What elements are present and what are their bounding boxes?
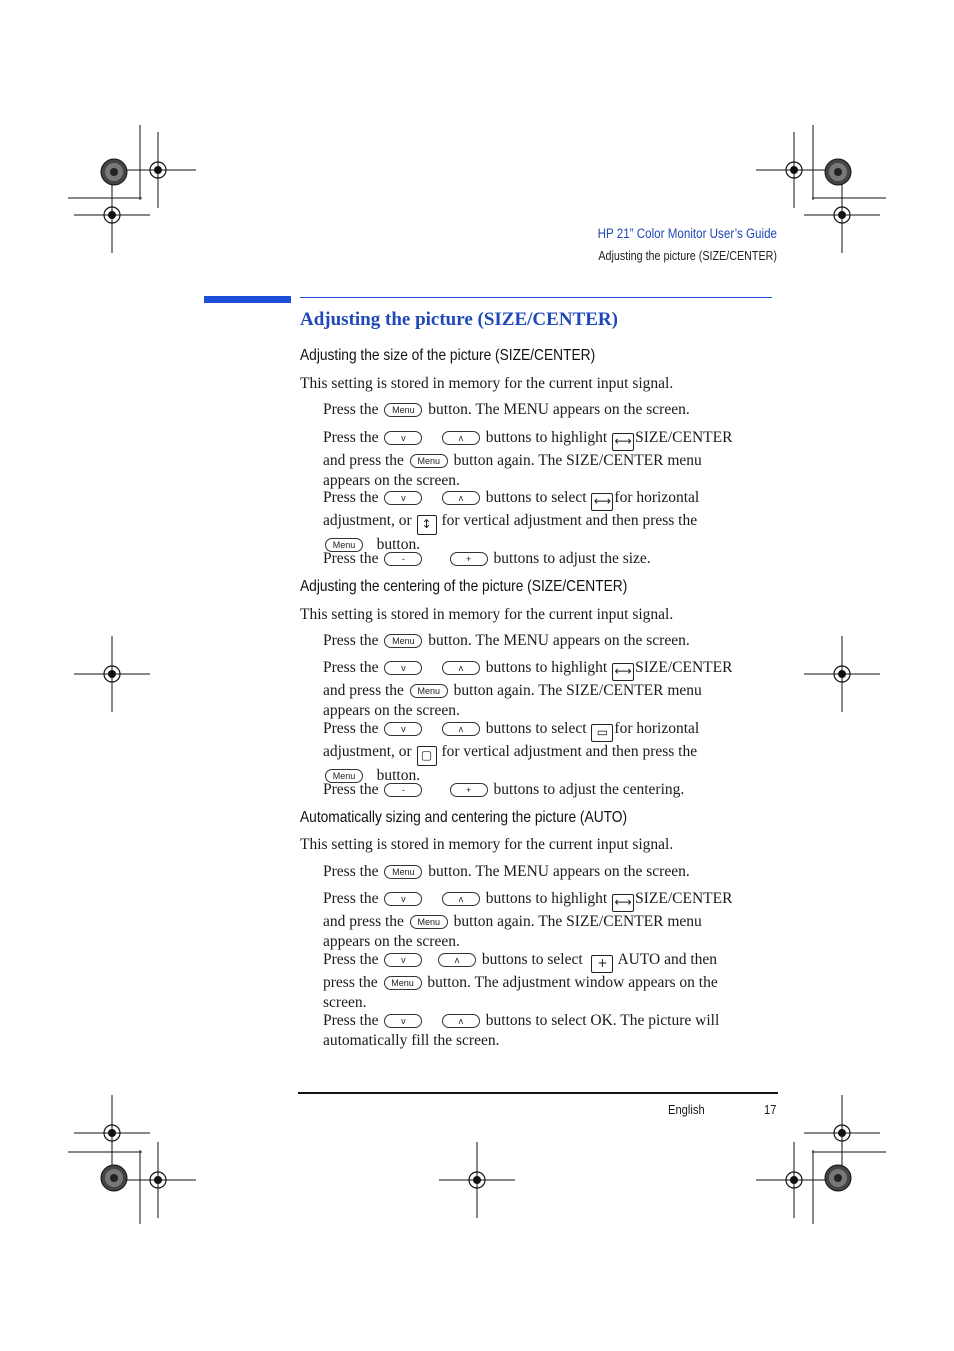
section-heading-auto: Automatically sizing and centering the picture (AUTO) [300, 809, 628, 826]
step-4: Press the v ʌ buttons to select OK. The picture will automatically fill the screen. [323, 1012, 720, 1049]
horizontal-size-icon: ⟷ [591, 493, 613, 511]
page-title: Adjusting the picture (SIZE/CENTER) [300, 309, 618, 330]
running-header-subtitle: Adjusting the picture (SIZE/CENTER) [598, 249, 777, 263]
menu-key-icon: Menu [384, 865, 422, 879]
section-intro: This setting is stored in memory for the current input signal. [300, 606, 674, 623]
up-key-icon: ʌ [442, 1014, 480, 1028]
step-3: Press the v ʌ buttons to select ▭ for horizontal adjustment, or ▢ for vertical adjustment and then press the Menu button. [323, 720, 700, 784]
size-center-icon: ⟷ [612, 894, 634, 912]
down-key-icon: v [384, 953, 422, 967]
registration-mark-bottom-left [74, 1095, 196, 1218]
auto-icon: + [591, 955, 613, 973]
footer-rule [298, 1092, 778, 1094]
step-2: Press the v ʌ buttons to highlight ⟷ SIZE/CENTER and press the Menu button again. The SIZE/CENTER menu appears on the screen. [323, 890, 733, 950]
menu-key-icon: Menu [325, 769, 363, 783]
section-intro: This setting is stored in memory for the current input signal. [300, 836, 674, 853]
menu-key-icon: Menu [325, 538, 363, 552]
down-key-icon: v [384, 1014, 422, 1028]
up-key-icon: ʌ [442, 491, 480, 505]
section-heading-size: Adjusting the size of the picture (SIZE/CENTER) [300, 347, 596, 364]
menu-key-icon: Menu [410, 454, 448, 468]
minus-key-icon: - [384, 552, 422, 566]
horizontal-center-icon: ▭ [591, 724, 613, 742]
step-4: Press the - + buttons to adjust the size. [323, 550, 651, 567]
step-3: Press the v ʌ buttons to select ⟷ for horizontal adjustment, or ↕ for vertical adjustment and then press the Menu button. [323, 489, 700, 553]
down-key-icon: v [384, 722, 422, 736]
section-heading-centering: Adjusting the centering of the picture (SIZE/CENTER) [300, 578, 628, 595]
up-key-icon: ʌ [442, 892, 480, 906]
down-key-icon: v [384, 431, 422, 445]
up-key-icon: ʌ [442, 722, 480, 736]
menu-key-icon: Menu [384, 976, 422, 990]
step-1: Press the Menu button. The MENU appears on the screen. [323, 401, 690, 418]
registration-mark-mid-right [804, 636, 880, 712]
registration-mark-bottom-center [439, 1142, 515, 1218]
down-key-icon: v [384, 892, 422, 906]
up-key-icon: ʌ [442, 431, 480, 445]
running-header-title: HP 21” Color Monitor User’s Guide [597, 226, 777, 241]
vertical-size-icon: ↕ [417, 515, 437, 535]
down-key-icon: v [384, 661, 422, 675]
section-marker [204, 296, 291, 303]
size-center-icon: ⟷ [612, 663, 634, 681]
title-rule [300, 297, 772, 298]
up-key-icon: ʌ [438, 953, 476, 967]
minus-key-icon: - [384, 783, 422, 797]
menu-key-icon: Menu [384, 634, 422, 648]
plus-key-icon: + [450, 783, 488, 797]
footer-language: English [668, 1102, 705, 1117]
vertical-center-icon: ▢ [417, 746, 437, 766]
page-number: 17 [764, 1102, 777, 1117]
step-2: Press the v ʌ buttons to highlight ⟷ SIZE/CENTER and press the Menu button again. The SIZE/CENTER menu appears on the screen. [323, 659, 733, 719]
menu-key-icon: Menu [410, 915, 448, 929]
up-key-icon: ʌ [442, 661, 480, 675]
step-4: Press the - + buttons to adjust the centering. [323, 781, 685, 798]
menu-key-icon: Menu [410, 684, 448, 698]
step-1: Press the Menu button. The MENU appears on the screen. [323, 632, 690, 649]
step-2: Press the v ʌ buttons to highlight ⟷ SIZE/CENTER and press the Menu button again. The SIZE/CENTER menu appears on the screen. [323, 429, 733, 489]
menu-key-icon: Menu [384, 403, 422, 417]
registration-mark-top-left [74, 132, 196, 253]
down-key-icon: v [384, 491, 422, 505]
section-intro: This setting is stored in memory for the current input signal. [300, 375, 674, 392]
step-3: Press the v ʌ buttons to select + AUTO and then press the Menu button. The adjustment window appears on the screen. [323, 951, 718, 1011]
registration-mark-mid-left [74, 636, 150, 712]
size-center-icon: ⟷ [612, 433, 634, 451]
step-1: Press the Menu button. The MENU appears on the screen. [323, 863, 690, 880]
plus-key-icon: + [450, 552, 488, 566]
